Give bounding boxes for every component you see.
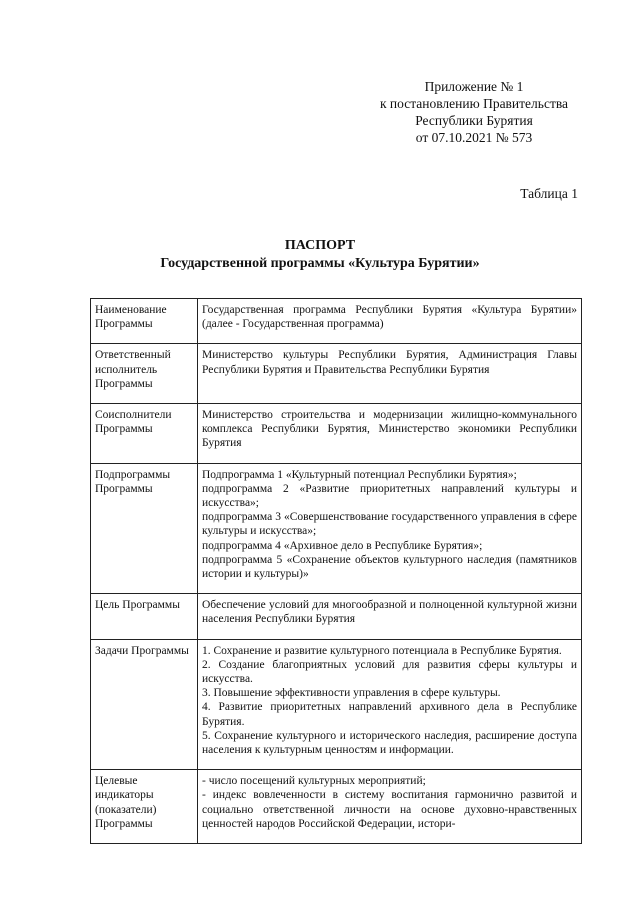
table-row [91,404,582,464]
row-label: Соисполнители Программы [91,404,198,464]
table-row [91,463,582,594]
appendix-number: Приложение № 1 [424,79,524,94]
row-value-line: Государственная программа Республики Бурятия «Культура Бурятии» (далее - Государственная программа) [202,304,577,331]
row-value-line: Обеспечение условий для многообразной и полноценной культурной жизни населения Республики Бурятия [202,599,577,626]
row-value [198,344,582,404]
document-title: ПАСПОРТ [284,238,356,253]
row-value-line: 3. Повышение эффективности управления в сфере культуры. [202,687,501,700]
row-value [198,463,582,594]
row-value [198,639,582,770]
table-row [91,770,582,844]
passport-table [90,298,582,844]
table-row [91,344,582,404]
row-value [198,299,582,344]
row-value-line: подпрограмма 3 «Совершенствование государственного управления в сфере культуры и искусства»; [202,511,577,538]
row-value [198,770,582,844]
row-value-line: Подпрограмма 1 «Культурный потенциал Республики Бурятия»; [202,468,517,481]
row-value-line: - индекс вовлеченности в систему воспитания гармонично развитой и социально ответственной личности на основе духовно-нравственных ценностей народов Российской Федерации, истори- [202,789,577,830]
row-label: Целевые индикаторы (показатели) Программы [91,770,198,844]
table-row [91,594,582,639]
table-number: Таблица 1 [520,186,578,201]
row-label: Цель Программы [91,594,198,639]
table-row [91,299,582,344]
appendix-resolution: к постановлению Правительства [379,96,569,111]
row-value-line: Министерство строительства и модернизации жилищно-коммунального комплекса Республики Бурятия, Министерство экономики Республики Бурятия [202,409,577,450]
row-value-line: подпрограмма 2 «Развитие приоритетных направлений культуры и искусства»; [202,482,577,510]
row-label: Подпрограммы Программы [91,463,198,594]
row-value [198,404,582,464]
table-row [91,639,582,770]
row-label: Ответственный исполнитель Программы [91,344,198,404]
row-value-line: 1. Сохранение и развитие культурного потенциала в Республике Бурятия. [202,644,562,657]
document-subtitle: Государственной программы «Культура Бурятии» [160,256,480,271]
appendix-date: от 07.10.2021 № 573 [415,130,533,145]
row-value-line: подпрограмма 4 «Архивное дело в Республике Бурятия»; [202,539,483,552]
row-value-line: 5. Сохранение культурного и исторического наследия, расширение доступа населения к культурным ценностям и информации. [202,729,577,757]
row-value-line: подпрограмма 5 «Сохранение объектов культурного наследия (памятников истории и культуры)» [202,553,577,581]
row-value-line: 4. Развитие приоритетных направлений архивного дела в Республике Бурятия. [202,701,577,728]
row-value-line: - число посещений культурных мероприятий; [202,775,426,788]
row-value-line: 2. Создание благоприятных условий для развития сферы культуры и искусства. [202,658,577,686]
passport-table-body [91,299,582,844]
row-label: Наименование Программы [91,299,198,344]
row-value-line: Министерство культуры Республики Бурятия, Администрация Главы Республики Бурятия и Правительства Республики Бурятия [202,349,577,376]
appendix-republic: Республики Бурятия [415,113,533,128]
appendix-header [340,78,608,146]
row-label: Задачи Программы [91,639,198,770]
row-value [198,594,582,639]
